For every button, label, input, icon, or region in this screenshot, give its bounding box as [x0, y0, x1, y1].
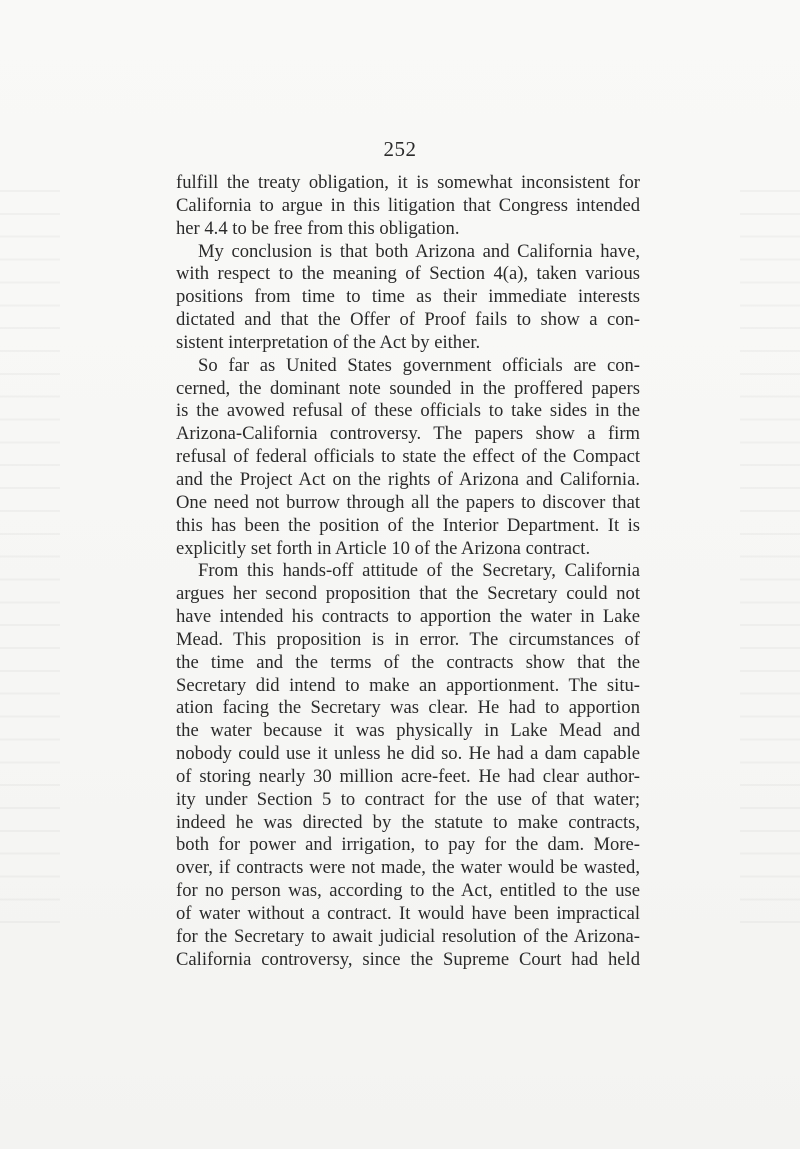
text-line: refusal of federal officials to state the effect of the Compact: [176, 446, 640, 468]
text-line: positions from time to time as their immediate interests: [176, 286, 640, 308]
text-line: ation facing the Secretary was clear. He had to apportion: [176, 697, 640, 719]
text-line: argues her second proposition that the Secretary could not: [176, 583, 640, 605]
body-text: [176, 172, 640, 972]
text-line: for no person was, according to the Act, entitled to the use: [176, 880, 640, 902]
text-line: My conclusion is that both Arizona and California have,: [198, 240, 640, 262]
text-line: Arizona-California controversy. The papers show a firm: [176, 423, 640, 445]
text-line: Secretary did intend to make an apportionment. The situ-: [176, 674, 640, 696]
text-line: sistent interpretation of the Act by either.: [176, 331, 481, 353]
text-line: fulfill the treaty obligation, it is somewhat inconsistent for: [176, 172, 640, 193]
text-line: One need not burrow through all the papers to discover that: [176, 491, 640, 513]
text-line: the time and the terms of the contracts show that the: [176, 651, 640, 673]
show-through-left: [0, 172, 60, 932]
text-line: indeed he was directed by the statute to make contracts,: [176, 811, 640, 833]
text-line: with respect to the meaning of Section 4(a), taken various: [176, 263, 640, 285]
text-line: is the avowed refusal of these officials to take sides in the: [176, 400, 640, 422]
text-line: cerned, the dominant note sounded in the proffered papers: [176, 377, 640, 399]
text-line: nobody could use it unless he did so. He had a dam capable: [176, 743, 640, 765]
show-through-right: [740, 172, 800, 932]
text-line: So far as United States government officials are con-: [198, 354, 640, 376]
text-line: explicitly set forth in Article 10 of the Arizona contract.: [176, 537, 591, 559]
text-line: have intended his contracts to apportion the water in Lake: [176, 606, 640, 628]
text-line: ity under Section 5 to contract for the use of that water;: [176, 788, 640, 810]
text-line: Mead. This proposition is in error. The circumstances of: [176, 628, 640, 650]
text-line: California to argue in this litigation that Congress intended: [176, 194, 640, 216]
text-line: both for power and irrigation, to pay for the dam. More-: [176, 834, 640, 856]
text-line: over, if contracts were not made, the water would be wasted,: [176, 857, 640, 879]
text-line: for the Secretary to await judicial resolution of the Arizona-: [176, 925, 640, 947]
text-line: the water because it was physically in Lake Mead and: [176, 720, 640, 742]
text-line: dictated and that the Offer of Proof fails to show a con-: [176, 309, 640, 331]
text-line: and the Project Act on the rights of Arizona and California.: [176, 468, 640, 490]
text-line: of storing nearly 30 million acre-feet. He had clear author-: [176, 765, 640, 787]
text-line: this has been the position of the Interior Department. It is: [176, 514, 640, 536]
page-number: 252: [383, 137, 417, 161]
text-line: California controversy, since the Supreme Court had held: [176, 948, 640, 970]
text-line: From this hands-off attitude of the Secretary, California: [198, 560, 640, 582]
text-line: of water without a contract. It would have been impractical: [176, 903, 640, 924]
text-line: her 4.4 to be free from this obligation.: [176, 217, 460, 239]
